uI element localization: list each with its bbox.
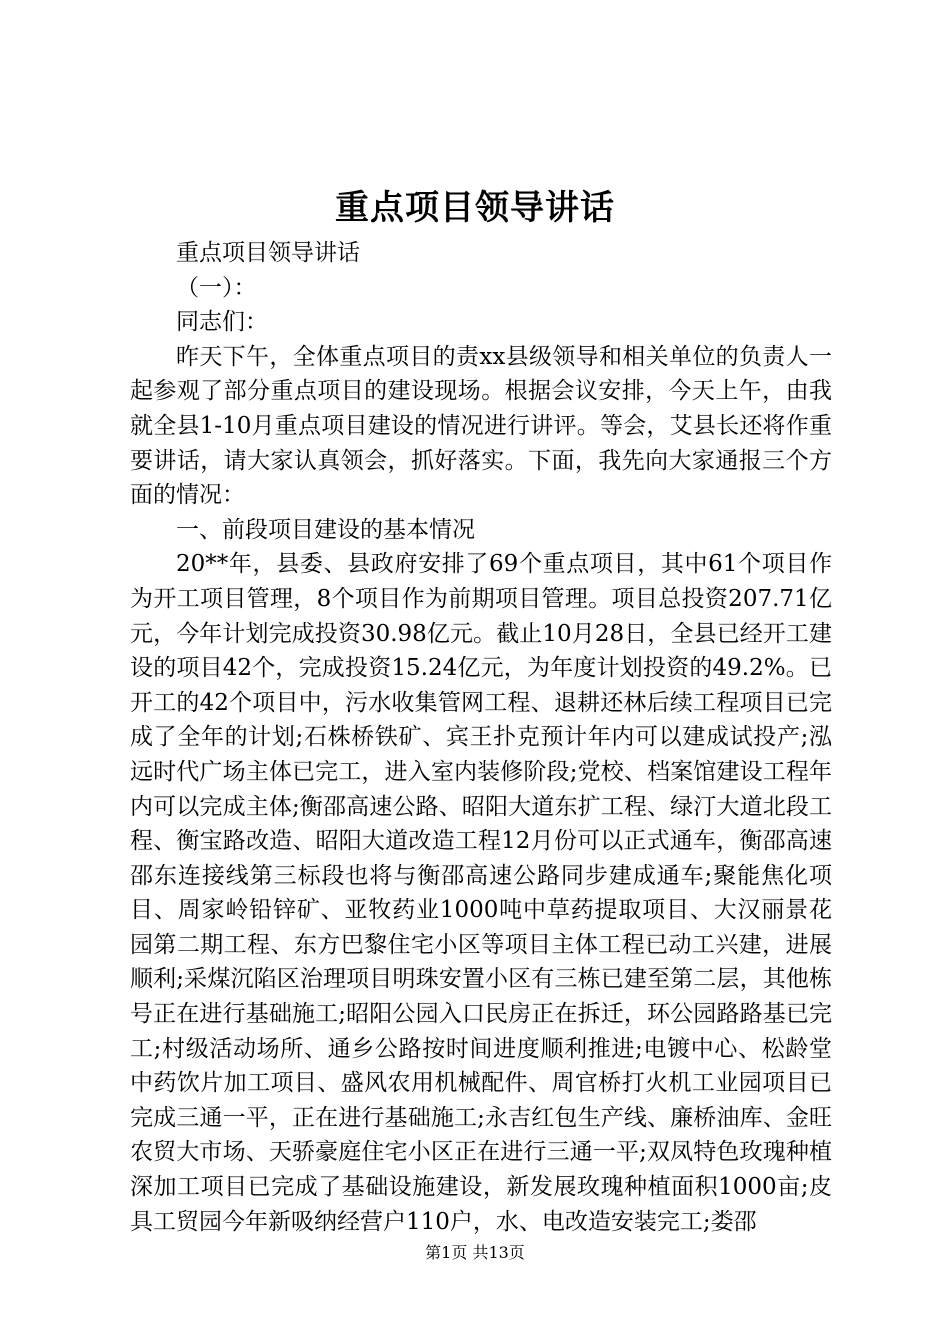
salutation-paragraph: 同志们： bbox=[176, 309, 268, 336]
project-status-paragraph: 20**年，县委、县政府安排了69个重点项目，其中61个项目作为开工项目管理，8个项目作为前期项目管理。项目总投资207.71亿元，今年计划完成投资30.98亿元。截止10月28日，全县已经开工建设的项目42个，完成投资15.24亿元，为年度计划投资的49.2%。已开工的42个项目中，污水收集管网工程、退耕还林后续工程项目已完成了全年的计划;石株桥铁矿、宾王扑克预计年内可以建成试投产;泓远时代广场主体已完工，进入室内装修阶段;党校、档案馆建设工程年内可以完成主体;衡邵高速公路、昭阳大道东扩工程、绿汀大道北段工程、衡宝路改造、昭阳大道改造工程12月份可以正式通车，衡邵高速邵东连接线第三标段也将与衡邵高速公路同步建成通车;聚能焦化项目、周家岭铅锌矿、亚牧药业1000吨中草药提取项目、大汉丽景花园第二期工程、东方巴黎住宅小区等项目主体工程已动工兴建，进展顺利;采煤沉陷区治理项目明珠安置小区有三栋已建至第二层，其他栋号正在进行基础施工;昭阳公园入口民房正在拆迁，环公园路路基已完工;村级活动场所、通乡公路按时间进度顺利推进;电镀中心、松龄堂中药饮片加工项目、盛风农用机械配件、周官桥打火机工业园项目已完成三通一平，正在进行基础施工;永吉红包生产线、廉桥油库、金旺农贸大市场、天骄豪庭住宅小区正在进行三通一平;双凤特色玫瑰种植深加工项目已完成了基础设施建设，新发展玫瑰种植面积1000亩;皮具工贸园今年新吸纳经营户110户，水、电改造安装完工;娄邵 bbox=[130, 551, 832, 1235]
section-heading: 一、前段项目建设的基本情况 bbox=[176, 516, 475, 543]
page-footer: 第1页 共13页 bbox=[425, 1243, 525, 1262]
subtitle-paragraph: 重点项目领导讲话 bbox=[176, 240, 360, 266]
section-number-paragraph: （一）： bbox=[176, 274, 257, 301]
intro-paragraph: 昨天下午，全体重点项目的责xx县级领导和相关单位的负责人一起参观了部分重点项目的建设现场。根据会议安排，今天上午，由我就全县1-10月重点项目建设的情况进行讲评。等会，艾县长还将作重要讲话，请大家认真领会，抓好落实。下面，我先向大家通报三个方面的情况： bbox=[130, 343, 832, 509]
document-body bbox=[130, 236, 832, 1239]
document-title: 重点项目领导讲话 bbox=[335, 188, 615, 228]
